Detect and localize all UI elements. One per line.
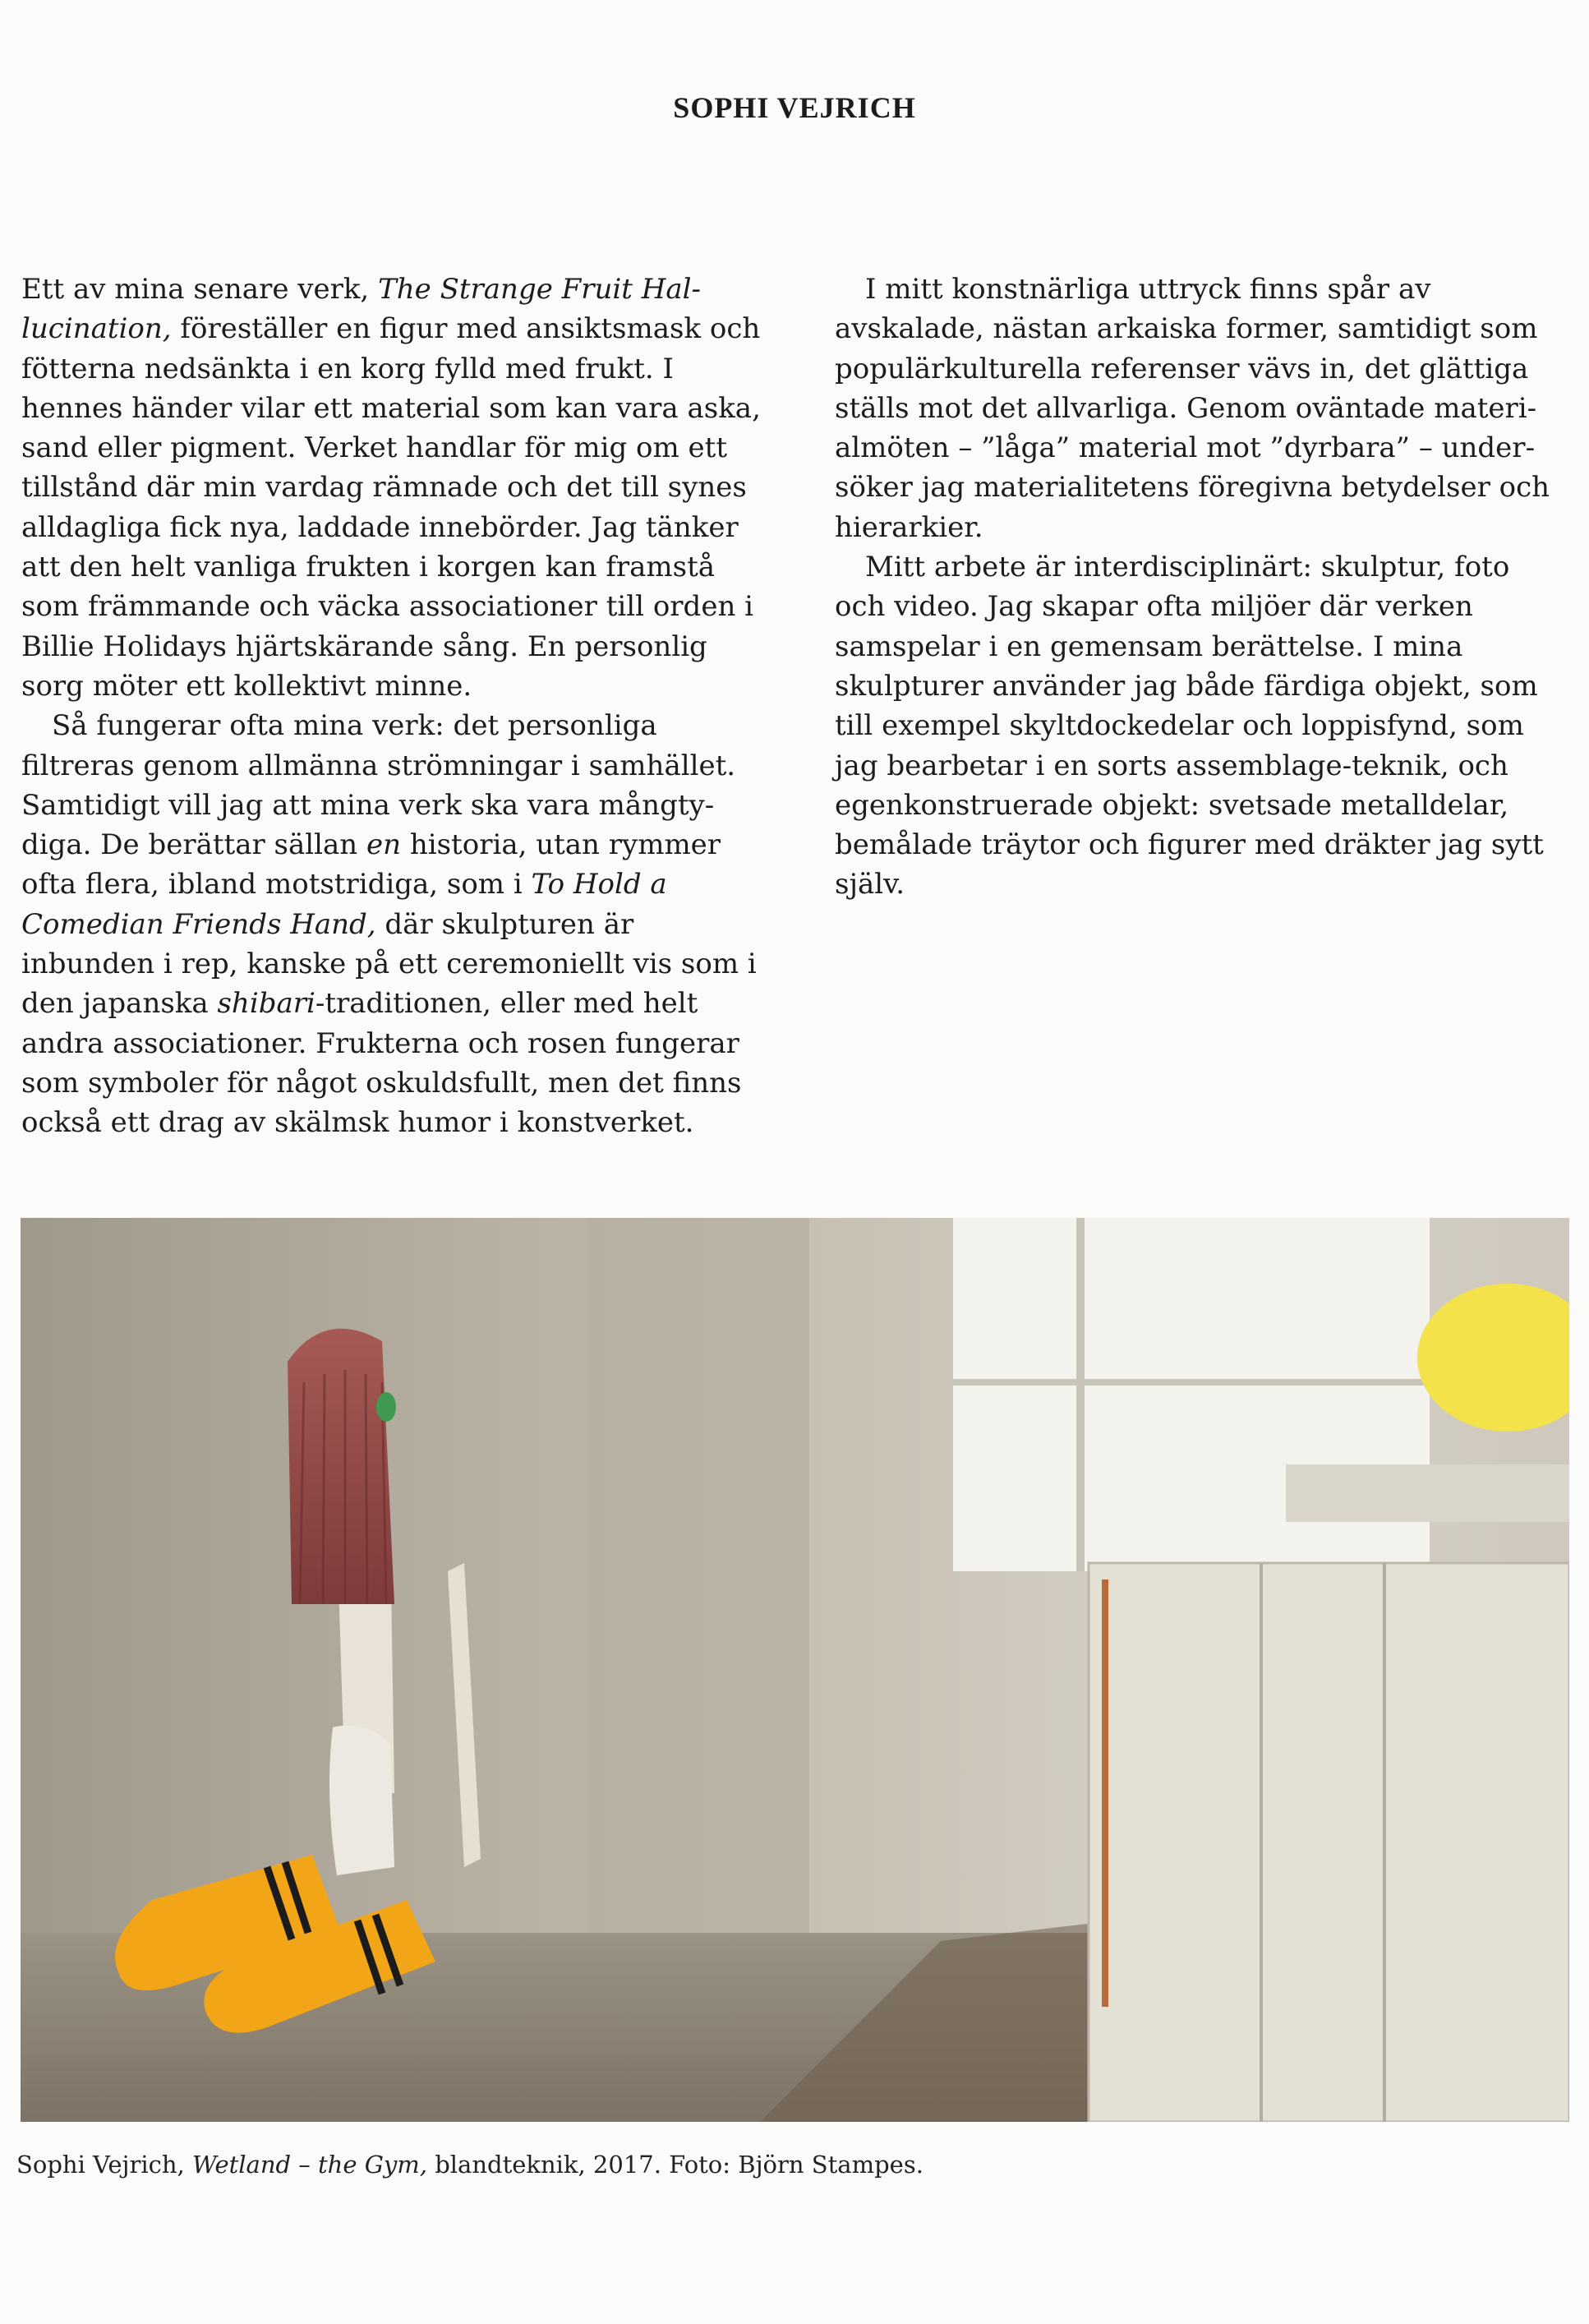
left-text-column	[21, 270, 761, 1143]
artwork-photo-illustration	[21, 1218, 1569, 2122]
left-paragraph-1: Ett av mina senare verk, The Strange Fruit Hallucination, föreställer en figur med ansiktsmask och fötterna nedsänkta i en korg fylld med frukt. I hennes händer vilar ett material som kan vara aska, sand eller pigment. Verket handlar för mig om ett tillstånd där min vardag rämnade och det till synes alldagliga fick nya, laddade innebörder. Jag tänker att den helt vanliga frukten i korgen kan framstå som främmande och väcka associationer till orden i Billie Holidays hjärtskärande sång. En personlig sorg möter ett kollektivt minne.	[21, 273, 761, 703]
counter-top	[1286, 1464, 1569, 1522]
photo-caption: Sophi Vejrich, Wetland – the Gym, blandteknik, 2017. Foto: Björn Stampes.	[16, 2151, 923, 2179]
mannequin-hips	[329, 1726, 394, 1876]
corner-wall	[587, 1218, 809, 1957]
wooden-cabinet	[1089, 1563, 1569, 2122]
right-paragraph-2: Mitt arbete är interdisciplinärt: skulptur, foto och video. Jag skapar ofta miljöer där verken samspelar i en gemensam berättelse. I mina skulpturer använder jag både färdiga objekt, som till exempel skyltdockedelar och loppisfynd, som jag bearbetar i en sorts assemblage-teknik, och egenkonstruerade objekt: svetsade metalldelar, bemålade träytor och figurer med dräkter jag sytt själv.	[835, 551, 1544, 901]
green-mask	[376, 1392, 396, 1422]
page-title: SOPHI VEJRICH	[673, 91, 916, 124]
work-title-strange-fruit: The Strange Fruit Hallucination,	[21, 273, 702, 346]
artwork-photo	[21, 1218, 1569, 2122]
right-text-column	[835, 270, 1566, 905]
left-paragraph-2: Så fungerar ofta mina verk: det personliga filtreras genom allmänna strömningar i samhället. Samtidigt vill jag att mina verk ska vara mångtydiga. De berättar sällan en historia, utan rymmer ofta flera, ibland motstridiga, som i To Hold a Comedian Friends Hand, där skulpturen är inbunden i rep, kanske på ett ceremoniellt vis som i den japanska shibari-traditionen, eller med helt andra associationer. Frukterna och rosen fungerar som symboler för något oskuldsfullt, men det finns också ett drag av skälmsk humor i konstverket.	[21, 709, 757, 1140]
caption-work-title: Wetland – the Gym,	[192, 2151, 427, 2179]
right-paragraph-1: I mitt konstnärliga uttryck finns spår av avskalade, nästan arkaiska former, samtidigt som populärkulturella referenser vävs in, det glättiga ställs mot det allvarliga. Genom oväntade materialmöten – ”låga” material mot ”dyrbara” – undersöker jag materialitetens föregivna betydelser och hierarkier.	[835, 273, 1550, 544]
work-title-to-hold: To Hold a Comedian Friends Hand,	[21, 868, 667, 941]
